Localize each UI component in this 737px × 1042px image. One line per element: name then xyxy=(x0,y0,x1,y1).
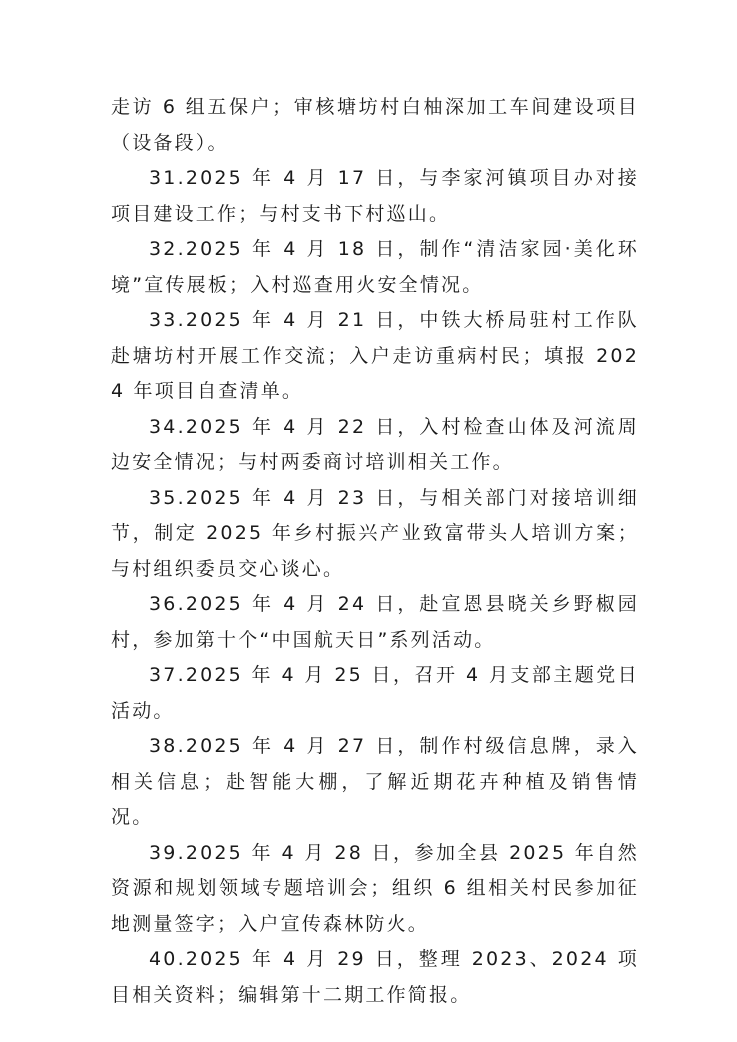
paragraph-item-31: 31.2025 年 4 月 17 日，与李家河镇项目办对接项目建设工作；与村支书下村巡山。 xyxy=(111,167,639,225)
paragraph-continuation: 走访 6 组五保户；审核塘坊村白柚深加工车间建设项目（设备段）。 xyxy=(111,96,639,154)
paragraph-item-39: 39.2025 年 4 月 28 日，参加全县 2025 年自然资源和规划领域专题培训会；组织 6 组相关村民参加征地测量签字；入户宣传森林防火。 xyxy=(111,841,639,935)
paragraph-item-36: 36.2025 年 4 月 24 日，赴宣恩县晓关乡野椒园村，参加第十个“中国航天日”系列活动。 xyxy=(111,593,639,651)
paragraph-item-32: 32.2025 年 4 月 18 日，制作“清洁家园·美化环境”宣传展板；入村巡查用火安全情况。 xyxy=(111,238,639,296)
document-body xyxy=(111,90,639,1013)
paragraph-item-37: 37.2025 年 4 月 25 日，召开 4 月支部主题党日活动。 xyxy=(111,664,639,722)
paragraph-item-40: 40.2025 年 4 月 29 日，整理 2023、2024 项目相关资料；编辑第十二期工作简报。 xyxy=(111,948,639,1006)
paragraph-item-33: 33.2025 年 4 月 21 日，中铁大桥局驻村工作队赴塘坊村开展工作交流；入户走访重病村民；填报 2024 年项目自查清单。 xyxy=(111,309,639,402)
paragraph-item-38: 38.2025 年 4 月 27 日，制作村级信息牌，录入相关信息；赴智能大棚，了解近期花卉种植及销售情况。 xyxy=(111,735,639,828)
paragraph-item-34: 34.2025 年 4 月 22 日，入村检查山体及河流周边安全情况；与村两委商讨培训相关工作。 xyxy=(111,415,639,473)
paragraph-item-35: 35.2025 年 4 月 23 日，与相关部门对接培训细节，制定 2025 年乡村振兴产业致富带头人培训方案；与村组织委员交心谈心。 xyxy=(111,486,639,580)
